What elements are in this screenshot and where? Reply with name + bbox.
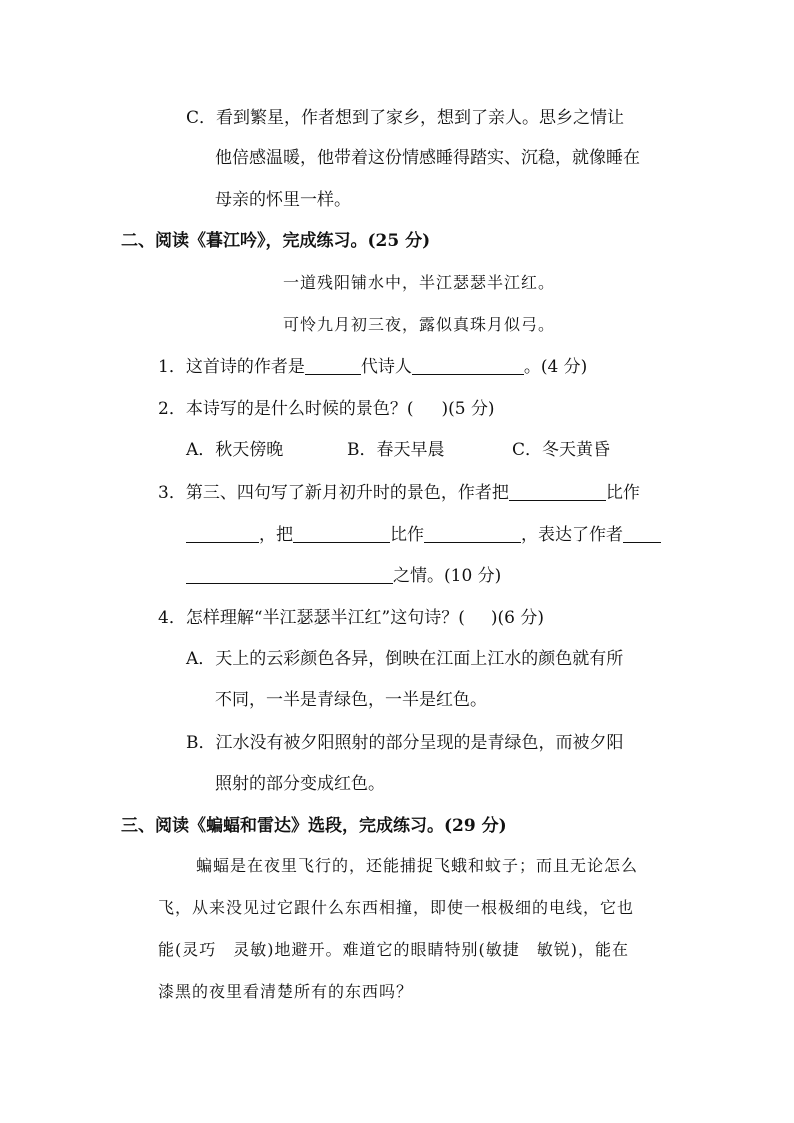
q4-option-b-line-2: 照射的部分变成红色。: [215, 774, 385, 794]
q4-text-b: )(6 分): [490, 608, 544, 628]
q3-blank-6[interactable]: [186, 565, 393, 584]
q1-blank-poet[interactable]: [412, 356, 524, 375]
passage-line-3: 能(灵巧 灵敏)地避开。难道它的眼睛特别(敏捷 敏锐)，能在: [158, 940, 629, 959]
q3-blank-1[interactable]: [509, 482, 606, 501]
section-2-heading: 二、阅读《暮江吟》，完成练习。(25 分): [121, 231, 431, 251]
q2-option-c: C．冬天黄昏: [512, 440, 611, 460]
q2-option-b: B．春天早晨: [347, 440, 445, 460]
q3-text-c: ，把: [259, 525, 293, 545]
q2-option-a: A．秋天傍晚: [186, 440, 284, 460]
passage-line-1: 蝙蝠是在夜里飞行的，还能捕捉飞蛾和蚊子；而且无论怎么: [196, 856, 639, 875]
poem-line-1: 一道残阳铺水中，半江瑟瑟半江红。: [283, 273, 556, 292]
q4-option-b-line-1: B．江水没有被夕阳照射的部分呈现的是青绿色，而被夕阳: [186, 733, 624, 753]
q3-text-e: ，表达了作者: [521, 525, 623, 545]
q4-option-a-line-2: 不同，一半是青绿色，一半是红色。: [215, 690, 487, 710]
q3-blank-2[interactable]: [186, 524, 259, 543]
q3-blank-4[interactable]: [424, 524, 521, 543]
q3-text-f: 之情。(10 分): [393, 566, 502, 586]
q2-text-b: )(5 分): [441, 399, 495, 419]
q1-text-c: 。(4 分): [523, 357, 588, 377]
question-1: [158, 355, 587, 379]
q3-text-a: 3．第三、四句写了新月初升时的景色，作者把: [158, 483, 509, 503]
q1-text-b: 代诗人: [360, 357, 412, 377]
section-3-heading: 三、阅读《蝙蝠和雷达》选段，完成练习。(29 分): [121, 816, 507, 836]
passage-line-2: 飞，从来没见过它跟什么东西相撞，即使一根极细的电线，它也: [158, 898, 635, 917]
question-4: [158, 606, 544, 630]
option-c-line-1: C．看到繁星，作者想到了家乡，想到了亲人。思乡之情让: [186, 108, 625, 128]
passage-line-4: 漆黑的夜里看清楚所有的东西吗？: [158, 982, 414, 1001]
q1-blank-dynasty[interactable]: [305, 356, 361, 375]
question-2: [158, 397, 495, 421]
q4-option-a-line-1: A．天上的云彩颜色各异，倒映在江面上江水的颜色就有所: [186, 649, 624, 669]
q2-text-a: 2．本诗写的是什么时候的景色？(: [158, 399, 414, 419]
option-c-line-2: 他倍感温暖，他带着这份情感睡得踏实、沉稳，就像睡在: [215, 148, 640, 168]
option-c-line-3: 母亲的怀里一样。: [215, 190, 351, 210]
q3-text-d: 比作: [390, 525, 424, 545]
q3-text-b: 比作: [605, 483, 640, 503]
q3-blank-3[interactable]: [293, 524, 390, 543]
question-3-line-1: [158, 481, 640, 505]
q4-text-a: 4．怎样理解“半江瑟瑟半江红”这句诗？(: [158, 608, 465, 628]
q1-text-a: 1．这首诗的作者是: [158, 357, 305, 377]
question-3-line-3: [186, 564, 501, 588]
poem-line-2: 可怜九月初三夜，露似真珠月似弓。: [283, 315, 556, 334]
question-3-line-2: [186, 523, 661, 547]
q3-blank-5[interactable]: [623, 524, 661, 543]
